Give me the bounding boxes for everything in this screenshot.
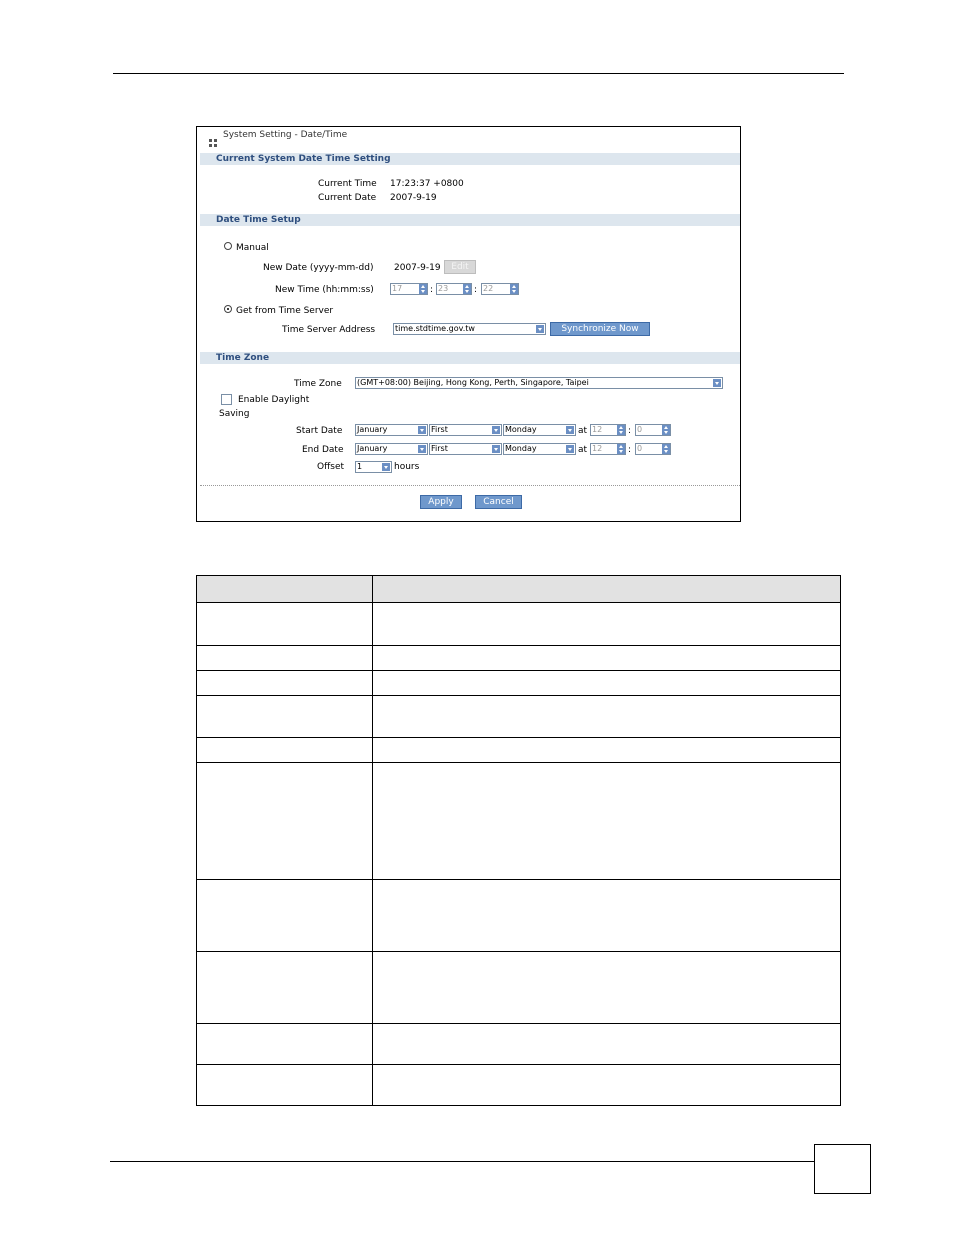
- table-cell: [373, 646, 841, 671]
- apply-button[interactable]: Apply: [420, 495, 462, 509]
- new-date-label: New Date (yyyy-mm-dd): [263, 263, 374, 273]
- chevron-down-icon[interactable]: [492, 445, 500, 453]
- second-value: 22: [483, 284, 494, 293]
- end-minute-value: 0: [637, 444, 643, 453]
- get-from-time-server-label: Get from Time Server: [236, 306, 334, 316]
- daylight-saving-label: Enable Daylight: [238, 395, 310, 405]
- section-title: Date Time Setup: [216, 215, 301, 225]
- hour-value: 17: [392, 284, 403, 293]
- time-zone-label: Time Zone: [294, 379, 342, 389]
- section-current-settings: [200, 153, 740, 165]
- section-title: Current System Date Time Setting: [216, 154, 391, 164]
- spin-icon[interactable]: [419, 284, 427, 294]
- section-time-zone: [200, 352, 740, 364]
- start-week-select[interactable]: [429, 424, 502, 436]
- time-zone-select[interactable]: [355, 377, 723, 389]
- table-cell: [373, 880, 841, 952]
- start-hour-value: 12: [592, 425, 603, 434]
- current-time-label: Current Time: [318, 179, 377, 189]
- table-cell: [197, 1024, 373, 1065]
- table-row: [197, 1065, 841, 1106]
- chevron-down-icon[interactable]: [566, 445, 574, 453]
- table-cell: [373, 952, 841, 1024]
- table-row: [197, 646, 841, 671]
- new-date-value: 2007-9-19: [394, 263, 441, 273]
- chevron-down-icon[interactable]: [418, 426, 426, 434]
- current-date-value: 2007-9-19: [390, 193, 437, 203]
- page-footer-rule: [110, 1161, 814, 1162]
- table-header-cell: [197, 576, 373, 603]
- current-time-value: 17:23:37 +0800: [390, 179, 464, 189]
- time-separator: :: [628, 426, 632, 436]
- table-cell: [197, 646, 373, 671]
- chevron-down-icon[interactable]: [418, 445, 426, 453]
- chevron-down-icon[interactable]: [566, 426, 574, 434]
- table-row: [197, 952, 841, 1024]
- daylight-saving-label-continued: Saving: [219, 409, 250, 419]
- start-day-value: Monday: [505, 425, 537, 434]
- table-header-cell: [373, 576, 841, 603]
- hours-label: hours: [394, 462, 420, 472]
- offset-label: Offset: [317, 462, 345, 472]
- table-cell: [197, 696, 373, 738]
- end-minute-stepper[interactable]: [635, 443, 671, 455]
- chevron-down-icon[interactable]: [536, 325, 544, 333]
- time-server-address-label: Time Server Address: [282, 325, 376, 335]
- table-row: [197, 1024, 841, 1065]
- table-cell: [373, 1065, 841, 1106]
- page-header-rule: [113, 73, 844, 74]
- table-cell: [197, 1065, 373, 1106]
- table-cell: [373, 696, 841, 738]
- offset-select[interactable]: [355, 461, 392, 473]
- table-row: [197, 696, 841, 738]
- end-hour-value: 12: [592, 444, 603, 453]
- at-label: at: [578, 445, 588, 455]
- spin-icon[interactable]: [617, 425, 625, 435]
- table-cell: [373, 1024, 841, 1065]
- end-month-value: January: [357, 444, 388, 453]
- table-cell: [373, 763, 841, 880]
- new-time-minute-stepper[interactable]: [436, 283, 472, 295]
- end-week-select[interactable]: [429, 443, 502, 455]
- time-separator: :: [430, 285, 434, 295]
- manual-label: Manual: [236, 243, 269, 253]
- table-cell: [373, 671, 841, 696]
- spin-icon[interactable]: [617, 444, 625, 454]
- time-separator: :: [474, 285, 478, 295]
- table-cell: [197, 763, 373, 880]
- chevron-down-icon[interactable]: [713, 379, 721, 387]
- synchronize-now-button[interactable]: Synchronize Now: [550, 322, 650, 336]
- spin-icon[interactable]: [662, 444, 670, 454]
- spin-icon[interactable]: [463, 284, 471, 294]
- start-minute-stepper[interactable]: [635, 424, 671, 436]
- field-description-table: [196, 575, 841, 1106]
- end-month-select[interactable]: [355, 443, 428, 455]
- end-day-select[interactable]: [503, 443, 576, 455]
- section-title: Time Zone: [216, 353, 270, 363]
- start-date-label: Start Date: [296, 426, 343, 436]
- table-row: [197, 763, 841, 880]
- new-time-hour-stepper[interactable]: [390, 283, 428, 295]
- end-hour-stepper[interactable]: [590, 443, 626, 455]
- section-date-time-setup: [200, 214, 740, 226]
- divider: [200, 485, 740, 486]
- end-date-label: End Date: [302, 445, 344, 455]
- server-address-value: time.stdtime.gov.tw: [395, 324, 475, 333]
- chevron-down-icon[interactable]: [492, 426, 500, 434]
- manual-radio[interactable]: [224, 242, 232, 250]
- table-row: [197, 603, 841, 646]
- enable-daylight-saving-checkbox[interactable]: [221, 394, 232, 405]
- date-time-settings-panel: [196, 126, 741, 522]
- new-time-label: New Time (hh:mm:ss): [275, 285, 374, 295]
- table-cell: [197, 671, 373, 696]
- table-cell: [373, 738, 841, 763]
- table-header-row: [197, 576, 841, 603]
- spin-icon[interactable]: [662, 425, 670, 435]
- table-cell: [197, 952, 373, 1024]
- panel-title: System Setting - Date/Time: [223, 130, 348, 140]
- edit-button[interactable]: Edit: [444, 260, 476, 274]
- page-number-box: [814, 1144, 871, 1194]
- get-from-time-server-radio[interactable]: [224, 305, 232, 313]
- table-cell: [197, 603, 373, 646]
- table-row: [197, 880, 841, 952]
- start-day-select[interactable]: [503, 424, 576, 436]
- end-week-value: First: [431, 444, 448, 453]
- cancel-button[interactable]: Cancel: [475, 495, 522, 509]
- new-time-second-stepper[interactable]: [481, 283, 519, 295]
- start-month-select[interactable]: [355, 424, 428, 436]
- table-cell: [197, 738, 373, 763]
- offset-value: 1: [357, 462, 363, 471]
- start-month-value: January: [357, 425, 388, 434]
- current-date-label: Current Date: [318, 193, 377, 203]
- time-zone-value: (GMT+08:00) Beijing, Hong Kong, Perth, Singapore, Taipei: [357, 378, 589, 387]
- table-cell: [373, 603, 841, 646]
- at-label: at: [578, 426, 588, 436]
- time-server-address-select[interactable]: [393, 323, 546, 335]
- table-cell: [197, 880, 373, 952]
- start-hour-stepper[interactable]: [590, 424, 626, 436]
- chevron-down-icon[interactable]: [382, 463, 390, 471]
- start-minute-value: 0: [637, 425, 643, 434]
- spin-icon[interactable]: [510, 284, 518, 294]
- grid-icon: [209, 132, 217, 140]
- minute-value: 23: [438, 284, 449, 293]
- time-separator: :: [628, 445, 632, 455]
- start-week-value: First: [431, 425, 448, 434]
- end-day-value: Monday: [505, 444, 537, 453]
- table-row: [197, 671, 841, 696]
- table-row: [197, 738, 841, 763]
